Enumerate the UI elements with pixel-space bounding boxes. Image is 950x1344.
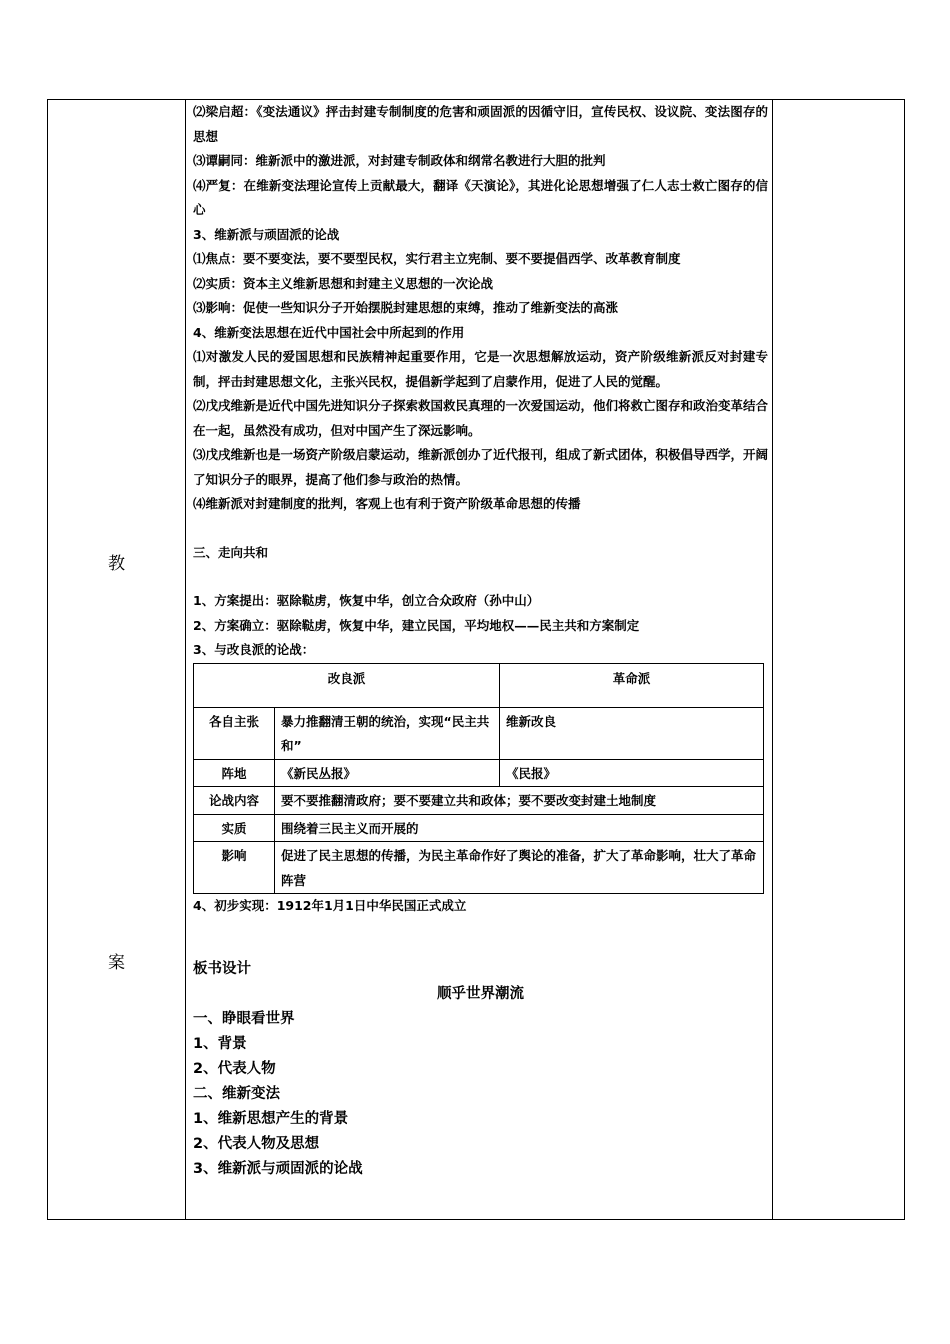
board-design-title: 板书设计 — [193, 960, 251, 977]
text-line: ⑶谭嗣同：维新派中的激进派，对封建专制政体和纲常名教进行大胆的批判 — [193, 153, 606, 168]
text-line: ⑵梁启超：《变法通议》抨击封建专制制度的危害和顽固派的因循守旧，宣传民权、设议院、变法图存的思想 — [193, 104, 768, 144]
section-heading: 3、维新派与顽固派的论战 — [193, 226, 340, 242]
spacer — [193, 565, 768, 589]
text-line: ⑵实质：资本主义维新思想和封建主义思想的一次论战 — [193, 275, 494, 291]
section-heading: 4、维新变法思想在近代中国社会中所起到的作用 — [193, 324, 465, 340]
column-divider-left — [185, 100, 186, 1219]
table-header-row — [194, 663, 764, 707]
table-cell: 《新民丛报》 — [275, 759, 500, 787]
board-item: 1、维新思想产生的背景 — [193, 1110, 349, 1127]
table-row — [194, 759, 764, 787]
side-label-an: 案 — [108, 953, 125, 973]
text-line: ⑷严复：在维新变法理论宣传上贡献最大，翻译《天演论》，其进化论思想增强了仁人志士救亡图存的信心 — [193, 177, 768, 217]
board-item: 2、代表人物 — [193, 1060, 276, 1077]
board-item: 一、睁眼看世界 — [193, 1010, 295, 1027]
text-line: ⑵戊戌维新是近代中国先进知识分子探索救国救民真理的一次爱国运动，他们将救亡图存和政治变革结合在一起，虽然没有成功，但对中国产生了深远影响。 — [193, 398, 769, 438]
row-label: 各自主张 — [194, 707, 275, 759]
table-cell: 暴力推翻清王朝的统治，实现“民主共和” — [275, 707, 500, 759]
table-cell: 维新改良 — [500, 707, 764, 759]
text-line: 4、初步实现：1912年1月1日中华民国正式成立 — [193, 898, 467, 913]
table-header-cell: 革命派 — [500, 663, 764, 707]
spacer — [193, 517, 768, 541]
row-label: 影响 — [194, 842, 275, 894]
row-label: 实质 — [194, 814, 275, 842]
text-line: 2、方案确立：驱除鞑虏，恢复中华，建立民国，平均地权——民主共和方案制定 — [193, 617, 640, 633]
board-item: 二、维新变法 — [193, 1085, 280, 1102]
board-item: 2、代表人物及思想 — [193, 1135, 320, 1152]
board-item: 3、维新派与顽固派的论战 — [193, 1160, 363, 1177]
text-line: 3、与改良派的论战： — [193, 642, 315, 657]
debate-comparison-table — [193, 663, 764, 895]
text-line: ⑴焦点：要不要变法，要不要型民权，实行君主立宪制、要不要提倡西学、改革教育制度 — [193, 251, 681, 266]
text-line: ⑴对激发人民的爱国思想和民族精神起重要作用，它是一次思想解放运动，资产阶级维新派反对封建专制，抨击封建思想文化，主张兴民权，提倡新学起到了启蒙作用，促进了人民的觉醒。 — [193, 349, 768, 389]
section-title: 三、走向共和 — [193, 544, 269, 560]
row-label: 论战内容 — [194, 787, 275, 815]
side-label-jiao: 教 — [108, 554, 125, 574]
row-label: 阵地 — [194, 759, 275, 787]
table-cell: 要不要推翻清政府；要不要建立共和政体；要不要改变封建土地制度 — [275, 787, 764, 815]
text-line: ⑷维新派对封建制度的批判，客观上也有利于资产阶级革命思想的传播 — [193, 496, 581, 511]
table-cell: 围绕着三民主义而开展的 — [275, 814, 764, 842]
board-item: 1、背景 — [193, 1035, 247, 1052]
table-row — [194, 787, 764, 815]
table-cell: 《民报》 — [500, 759, 764, 787]
text-line: ⑶影响：促使一些知识分子开始摆脱封建思想的束缚，推动了维新变法的高涨 — [193, 300, 619, 315]
column-divider-right — [772, 100, 773, 1219]
spacer — [193, 919, 768, 957]
table-row — [194, 707, 764, 759]
board-center-heading: 顺乎世界潮流 — [437, 985, 524, 1002]
table-cell: 促进了民主思想的传播，为民主革命作好了舆论的准备，扩大了革命影响，壮大了革命阵营 — [275, 842, 764, 894]
lesson-content — [193, 100, 768, 1182]
table-row — [194, 842, 764, 894]
table-row — [194, 814, 764, 842]
text-line: 1、方案提出：驱除鞑虏，恢复中华，创立合众政府（孙中山） — [193, 593, 540, 608]
table-header-cell: 改良派 — [194, 663, 500, 707]
text-line: ⑶戊戌维新也是一场资产阶级启蒙运动，维新派创办了近代报刊，组成了新式团体，积极倡导西学，开阔了知识分子的眼界，提高了他们参与政治的热情。 — [193, 447, 769, 487]
